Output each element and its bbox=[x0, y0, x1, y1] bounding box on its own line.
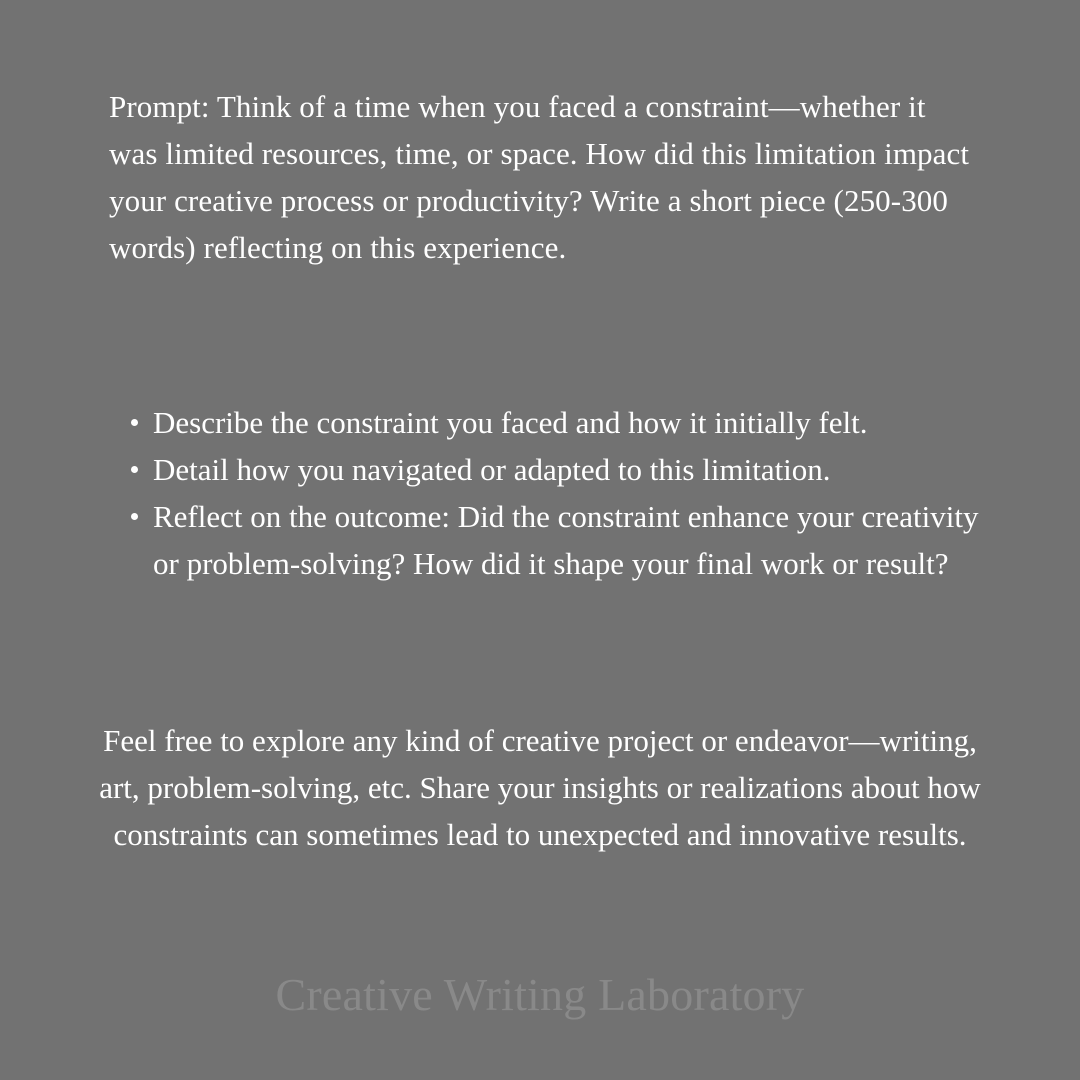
brand-wordmark: Creative Writing Laboratory bbox=[275, 969, 805, 1020]
reflection-item-text: Detail how you navigated or adapted to this limitation. bbox=[153, 452, 831, 487]
reflection-list bbox=[153, 399, 983, 587]
closing-text: Feel free to explore any kind of creative project or endeavor—writing, art, problem-solving, etc. Share your insights or realizations about how constraints can sometimes lead to unexpected and innovative results. bbox=[99, 723, 981, 852]
bullet-icon bbox=[131, 466, 138, 473]
reflection-item-text: Reflect on the outcome: Did the constraint enhance your creativity or problem-solving? How did it shape your final work or result? bbox=[153, 499, 979, 581]
bullet-icon bbox=[131, 419, 138, 426]
reflection-item bbox=[153, 399, 983, 446]
reflection-item bbox=[153, 493, 983, 587]
reflection-item-text: Describe the constraint you faced and how it initially felt. bbox=[153, 405, 868, 440]
prompt-text: Prompt: Think of a time when you faced a constraint—whether it was limited resources, time, or space. How did this limitation impact your creative process or productivity? Write a short piece (250-300 words) reflecting on this experience. bbox=[109, 89, 970, 265]
reflection-item bbox=[153, 446, 983, 493]
bullet-icon bbox=[131, 513, 138, 520]
